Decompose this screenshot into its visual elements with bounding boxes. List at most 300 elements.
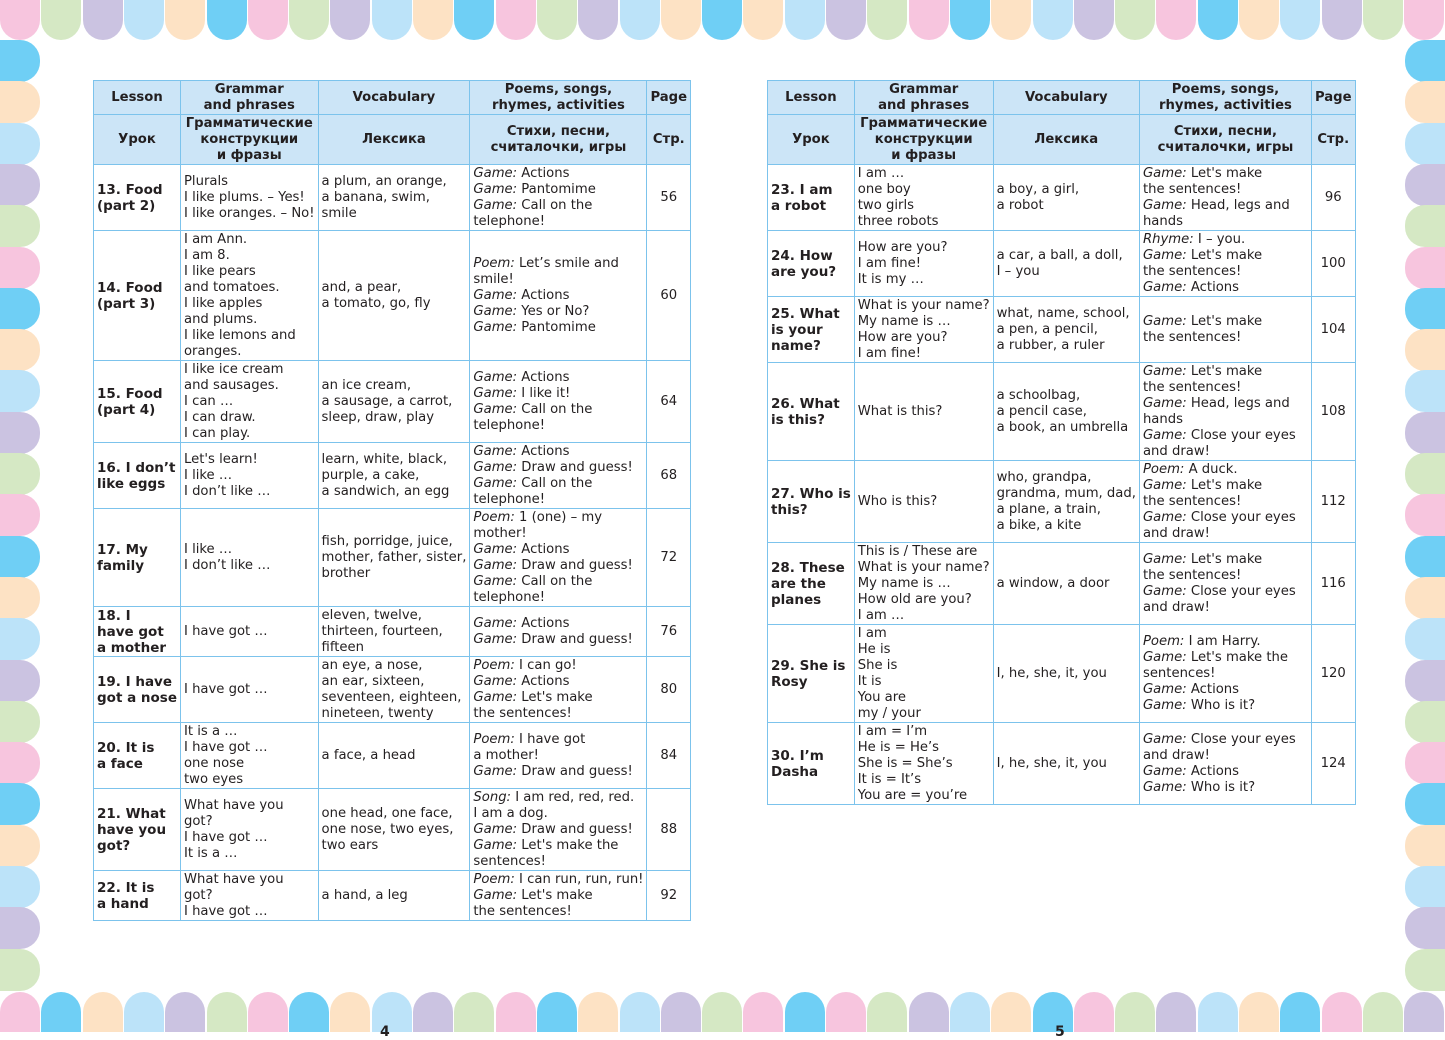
activity-text: the sentences! [1142, 181, 1242, 197]
scallop-shape [0, 288, 40, 330]
activity-text: Actions [521, 443, 570, 459]
header-grammar-ru: Грамматические конструкции и фразы [854, 115, 993, 165]
activity-line [473, 418, 643, 434]
activity-line [1143, 412, 1308, 428]
scallop-shape [165, 0, 205, 40]
activity-type-label: Game: [473, 303, 518, 319]
scallop-shape [537, 992, 577, 1032]
scallop-shape [1363, 0, 1403, 40]
activity-type-label: Rhyme: [1142, 231, 1194, 247]
grammar-cell: I am … one boy two girls three robots [854, 165, 993, 231]
grammar-cell: Plurals I like plums. – Yes! I like oranges. – No! [180, 165, 318, 231]
lesson-title: 14. Food (part 3) [94, 231, 181, 361]
scallop-shape [413, 992, 453, 1032]
activity-text: the sentences! [1142, 493, 1242, 509]
activity-type-label: Game: [473, 181, 518, 197]
scallop-shape [1405, 742, 1445, 784]
vocabulary-cell: a schoolbag, a pencil case, a book, an umbrella [993, 363, 1139, 461]
activity-line [1143, 214, 1308, 230]
activity-text: Let's make [1190, 247, 1263, 263]
contents-table-page-5 [767, 80, 1356, 805]
activity-text: Actions [521, 369, 570, 385]
vocabulary-cell: one head, one face, one nose, two eyes, two ears [318, 789, 470, 871]
scallop-shape [1074, 992, 1114, 1032]
lesson-title: 24. How are you? [768, 231, 855, 297]
lesson-title: 30. I’m Dasha [768, 723, 855, 805]
activity-line [473, 386, 643, 402]
scallop-shape [83, 992, 123, 1032]
scallop-shape [867, 992, 907, 1032]
activities-cell [470, 361, 647, 443]
scallop-shape [454, 992, 494, 1032]
activity-type-label: Poem: [473, 871, 515, 887]
activity-text: A duck. [1188, 461, 1238, 477]
activity-type-label: Game: [1142, 649, 1187, 665]
scallop-shape [1405, 577, 1445, 619]
scallop-shape [1405, 164, 1445, 206]
scallop-shape [1405, 81, 1445, 123]
grammar-cell: I like ice cream and sausages. I can … I can draw. I can play. [180, 361, 318, 443]
activity-type-label: Game: [473, 287, 518, 303]
activity-type-label: Game: [1142, 697, 1187, 713]
activity-line [473, 674, 643, 690]
activity-line [473, 690, 643, 706]
activities-cell [1139, 461, 1311, 543]
activity-line [473, 460, 643, 476]
scallop-shape [0, 40, 40, 82]
vocabulary-cell: an eye, a nose, an ear, sixteen, seventeen, eighteen, nineteen, twenty [318, 657, 470, 723]
activity-line [1143, 732, 1308, 748]
activity-line [1143, 510, 1308, 526]
vocabulary-cell: a boy, a girl, a robot [993, 165, 1139, 231]
activity-type-label: Game: [1142, 363, 1187, 379]
activity-type-label: Game: [1142, 197, 1187, 213]
activity-type-label: Game: [1142, 551, 1187, 567]
activity-type-label: Game: [473, 615, 518, 631]
activity-text: telephone! [473, 417, 546, 433]
activity-type-label: Game: [473, 459, 518, 475]
page-reference: 100 [1311, 231, 1355, 297]
activity-text: Actions [521, 165, 570, 181]
activity-text: telephone! [473, 491, 546, 507]
scallop-shape [1033, 0, 1073, 40]
activity-line [473, 272, 643, 288]
header-lesson: Lesson [94, 81, 181, 115]
grammar-cell: What have you got? I have got … [180, 871, 318, 921]
grammar-cell: What is this? [854, 363, 993, 461]
activity-type-label: Game: [1142, 681, 1187, 697]
activity-line [1143, 780, 1308, 796]
activity-type-label: Game: [473, 573, 518, 589]
activity-line [1143, 764, 1308, 780]
activity-text: Who is it? [1190, 697, 1256, 713]
activity-line [1143, 526, 1308, 542]
scallop-shape [991, 0, 1031, 40]
scallop-border-top [0, 0, 1445, 40]
activity-line [473, 182, 643, 198]
table-row [768, 543, 1356, 625]
scallop-shape [1405, 453, 1445, 495]
activity-line [473, 370, 643, 386]
table-row [94, 871, 691, 921]
grammar-cell: I like … I don’t like … [180, 509, 318, 607]
activity-type-label: Game: [473, 541, 518, 557]
table-row [768, 231, 1356, 297]
scallop-shape [743, 992, 783, 1032]
grammar-cell: It is a … I have got … one nose two eyes [180, 723, 318, 789]
table-row [94, 657, 691, 723]
activity-line [473, 214, 643, 230]
scallop-shape [1405, 701, 1445, 743]
scallop-shape [0, 205, 40, 247]
page-reference: 60 [647, 231, 691, 361]
activity-line [1143, 552, 1308, 568]
scallop-shape [1405, 783, 1445, 825]
page-number: 5 [1055, 1024, 1065, 1040]
scallop-shape [124, 0, 164, 40]
activity-text: Actions [521, 541, 570, 557]
scallop-shape [1405, 618, 1445, 660]
scallop-shape [1405, 494, 1445, 536]
vocabulary-cell: eleven, twelve, thirteen, fourteen, fifteen [318, 607, 470, 657]
activities-cell [470, 657, 647, 723]
activity-type-label: Game: [1142, 427, 1187, 443]
activity-type-label: Game: [1142, 279, 1187, 295]
page-reference: 120 [1311, 625, 1355, 723]
vocabulary-cell: a window, a door [993, 543, 1139, 625]
activity-line [1143, 748, 1308, 764]
activity-type-label: Game: [473, 443, 518, 459]
vocabulary-cell: learn, white, black, purple, a cake, a sandwich, an egg [318, 443, 470, 509]
table-row [768, 625, 1356, 723]
activity-line [473, 658, 643, 674]
activity-text: I can go! [519, 657, 577, 673]
scallop-shape [1405, 40, 1445, 82]
table-row [768, 723, 1356, 805]
activity-type-label: Game: [473, 689, 518, 705]
page-reference: 68 [647, 443, 691, 509]
scallop-shape [1239, 992, 1279, 1032]
activity-type-label: Game: [473, 197, 518, 213]
table-row [768, 461, 1356, 543]
activity-text: Who is it? [1190, 779, 1256, 795]
activity-text: Let's make [1190, 477, 1263, 493]
activity-type-label: Game: [1142, 509, 1187, 525]
scallop-shape [0, 701, 40, 743]
lesson-title: 15. Food (part 4) [94, 361, 181, 443]
activity-line [1143, 584, 1308, 600]
activity-text: I am Harry. [1188, 633, 1261, 649]
activity-type-label: Game: [473, 475, 518, 491]
activity-type-label: Game: [1142, 583, 1187, 599]
header-page: Page [1311, 81, 1355, 115]
activity-line [1143, 280, 1308, 296]
scallop-shape [826, 992, 866, 1032]
activity-line [1143, 396, 1308, 412]
lesson-title: 29. She is Rosy [768, 625, 855, 723]
activity-type-label: Poem: [473, 731, 515, 747]
scallop-shape [0, 453, 40, 495]
lesson-title: 28. These are the planes [768, 543, 855, 625]
activity-text: I am red, red, red. [515, 789, 635, 805]
page-reference: 84 [647, 723, 691, 789]
scallop-shape [0, 494, 40, 536]
scallop-shape [1405, 825, 1445, 867]
activity-type-label: Poem: [473, 255, 515, 271]
scallop-border-bottom [0, 992, 1445, 1032]
grammar-cell: What is your name? My name is … How are you? I am fine! [854, 297, 993, 363]
activity-text: and draw! [1142, 443, 1210, 459]
activity-line [473, 304, 643, 320]
scallop-shape [1405, 288, 1445, 330]
lesson-title: 16. I don’t like eggs [94, 443, 181, 509]
header-row-english [768, 81, 1356, 115]
scallop-shape [578, 992, 618, 1032]
header-vocabulary: Vocabulary [318, 81, 470, 115]
activity-type-label: Game: [1142, 247, 1187, 263]
scallop-shape [1322, 0, 1362, 40]
grammar-cell: I am = I’m He is = He’s She is = She’s It is = It’s You are = you’re [854, 723, 993, 805]
activities-cell [470, 231, 647, 361]
activity-text: Draw and guess! [521, 631, 633, 647]
scallop-shape [1405, 866, 1445, 908]
lesson-title: 22. It is a hand [94, 871, 181, 921]
activities-cell [1139, 543, 1311, 625]
activity-text: Let's make [1190, 165, 1263, 181]
activity-line [473, 888, 643, 904]
lesson-title: 17. My family [94, 509, 181, 607]
activity-line [1143, 198, 1308, 214]
activity-type-label: Poem: [1142, 633, 1185, 649]
activity-text: Close your eyes [1190, 731, 1296, 747]
activity-text: Head, legs and [1190, 197, 1290, 213]
scallop-shape [909, 0, 949, 40]
activity-text: Draw and guess! [521, 763, 633, 779]
activity-text: Let's make [521, 887, 593, 903]
activity-type-label: Game: [1142, 763, 1187, 779]
scallop-shape [620, 0, 660, 40]
activities-cell [1139, 723, 1311, 805]
scallop-shape [289, 0, 329, 40]
activity-type-label: Song: [473, 789, 512, 805]
page-reference: 56 [647, 165, 691, 231]
activity-type-label: Game: [1142, 313, 1187, 329]
header-row-english [94, 81, 691, 115]
activities-cell [470, 509, 647, 607]
activity-line [1143, 568, 1308, 584]
vocabulary-cell: and, a pear, a tomato, go, fly [318, 231, 470, 361]
activity-line [1143, 462, 1308, 478]
activity-text: and draw! [1142, 525, 1210, 541]
scallop-shape [0, 783, 40, 825]
page-reference: 76 [647, 607, 691, 657]
activity-text: Actions [1190, 279, 1240, 295]
scallop-shape [0, 81, 40, 123]
activity-line [473, 574, 643, 590]
page-reference: 88 [647, 789, 691, 871]
grammar-cell: I am Ann. I am 8. I like pears and tomatoes. I like apples and plums. I like lemons and oranges. [180, 231, 318, 361]
lesson-title: 18. I have got a mother [94, 607, 181, 657]
scallop-shape [1322, 992, 1362, 1032]
activity-text: Actions [1190, 681, 1240, 697]
activity-type-label: Game: [473, 673, 518, 689]
activity-text: 1 (one) – my [519, 509, 603, 525]
activity-text: Let’s smile and [519, 255, 619, 271]
grammar-cell: What have you got? I have got … It is a … [180, 789, 318, 871]
scallop-shape [785, 0, 825, 40]
activity-type-label: Game: [1142, 477, 1187, 493]
activity-text: Yes or No? [521, 303, 590, 319]
header-row-russian [94, 115, 691, 165]
grammar-cell: Let's learn! I like … I don’t like … [180, 443, 318, 509]
header-grammar: Grammar and phrases [180, 81, 318, 115]
table-row [94, 789, 691, 871]
scallop-shape [372, 0, 412, 40]
activities-cell [470, 607, 647, 657]
activity-type-label: Game: [473, 887, 518, 903]
activity-line [473, 320, 643, 336]
activity-line [473, 790, 643, 806]
activity-text: Let's make [1190, 363, 1263, 379]
activity-text: Call on the [521, 401, 593, 417]
activity-text: telephone! [473, 213, 546, 229]
activity-text: Actions [1190, 763, 1240, 779]
activity-type-label: Poem: [473, 509, 515, 525]
scallop-shape [207, 992, 247, 1032]
scallop-shape [1405, 660, 1445, 702]
vocabulary-cell: a car, a ball, a doll, I – you [993, 231, 1139, 297]
scallop-shape [1405, 412, 1445, 454]
activity-line [1143, 330, 1308, 346]
activities-cell [1139, 363, 1311, 461]
table-row [94, 723, 691, 789]
scallop-shape [1115, 0, 1155, 40]
activity-line [1143, 166, 1308, 182]
scallop-shape [867, 0, 907, 40]
activity-line [473, 748, 643, 764]
activities-cell [470, 789, 647, 871]
activity-type-label: Poem: [473, 657, 515, 673]
grammar-cell: Who is this? [854, 461, 993, 543]
grammar-cell: How are you? I am fine! It is my … [854, 231, 993, 297]
scallop-shape [124, 992, 164, 1032]
activity-text: hands [1142, 411, 1183, 427]
activity-line [473, 616, 643, 632]
activity-text: telephone! [473, 589, 546, 605]
scallop-shape [661, 0, 701, 40]
scallop-shape [330, 0, 370, 40]
scallop-shape [0, 536, 40, 578]
activities-cell [470, 165, 647, 231]
scallop-shape [0, 577, 40, 619]
page-right [767, 80, 1356, 1040]
scallop-shape [1405, 329, 1445, 371]
activity-line [1143, 380, 1308, 396]
scallop-shape [496, 0, 536, 40]
activity-line [1143, 428, 1308, 444]
grammar-cell: This is / These are What is your name? My name is … How old are you? I am … [854, 543, 993, 625]
header-poems: Poems, songs, rhymes, activities [470, 81, 647, 115]
vocabulary-cell: fish, porridge, juice, mother, father, sister, brother [318, 509, 470, 607]
activity-text: Let's make [1190, 313, 1263, 329]
activity-type-label: Game: [473, 837, 518, 853]
activity-type-label: Game: [473, 369, 518, 385]
scallop-shape [0, 742, 40, 784]
lesson-title: 26. What is this? [768, 363, 855, 461]
scallop-shape [0, 907, 40, 949]
page-reference: 116 [1311, 543, 1355, 625]
page-reference: 92 [647, 871, 691, 921]
header-row-russian [768, 115, 1356, 165]
activity-line [1143, 314, 1308, 330]
activity-text: Actions [521, 615, 570, 631]
scallop-shape [1405, 536, 1445, 578]
activity-text: Actions [521, 673, 570, 689]
table-row [768, 165, 1356, 231]
vocabulary-cell: I, he, she, it, you [993, 625, 1139, 723]
scallop-shape [454, 0, 494, 40]
activity-text: hands [1142, 213, 1183, 229]
page-reference: 108 [1311, 363, 1355, 461]
activity-line [473, 838, 643, 854]
scallop-shape [330, 992, 370, 1032]
activity-line [1143, 364, 1308, 380]
activity-line [473, 526, 643, 542]
header-page: Page [647, 81, 691, 115]
activity-text: and draw! [1142, 747, 1210, 763]
scallop-shape [0, 949, 40, 991]
table-row [768, 297, 1356, 363]
scallop-shape [1405, 247, 1445, 289]
scallop-shape [248, 0, 288, 40]
scallop-shape [620, 992, 660, 1032]
scallop-shape [1239, 0, 1279, 40]
activity-text: sentences! [1142, 665, 1216, 681]
activity-type-label: Game: [473, 763, 518, 779]
activity-text: sentences! [473, 853, 546, 869]
activity-line [473, 256, 643, 272]
grammar-cell: I have got … [180, 607, 318, 657]
activity-text: Call on the [521, 475, 593, 491]
table-row [94, 443, 691, 509]
scallop-shape [0, 660, 40, 702]
activity-line [473, 510, 643, 526]
scallop-shape [0, 412, 40, 454]
header-grammar: Grammar and phrases [854, 81, 993, 115]
header-vocabulary-ru: Лексика [318, 115, 470, 165]
activity-line [473, 706, 643, 722]
activity-text: Call on the [521, 197, 593, 213]
vocabulary-cell: who, grandpa, grandma, mum, dad, a plane, a train, a bike, a kite [993, 461, 1139, 543]
activities-cell [1139, 297, 1311, 363]
activity-text: Close your eyes [1190, 509, 1296, 525]
activity-line [473, 872, 643, 888]
activity-line [1143, 478, 1308, 494]
activity-text: I – you. [1197, 231, 1246, 247]
activity-text: Actions [521, 287, 570, 303]
activity-text: I can run, run, run! [519, 871, 644, 887]
activity-text: mother! [473, 525, 527, 541]
activity-line [1143, 444, 1308, 460]
activity-text: I like it! [521, 385, 571, 401]
scallop-shape [496, 992, 536, 1032]
activity-text: Let's make [521, 689, 593, 705]
activity-line [1143, 634, 1308, 650]
scallop-shape [1280, 992, 1320, 1032]
activity-line [1143, 650, 1308, 666]
scallop-shape [207, 0, 247, 40]
activity-type-label: Game: [473, 557, 518, 573]
